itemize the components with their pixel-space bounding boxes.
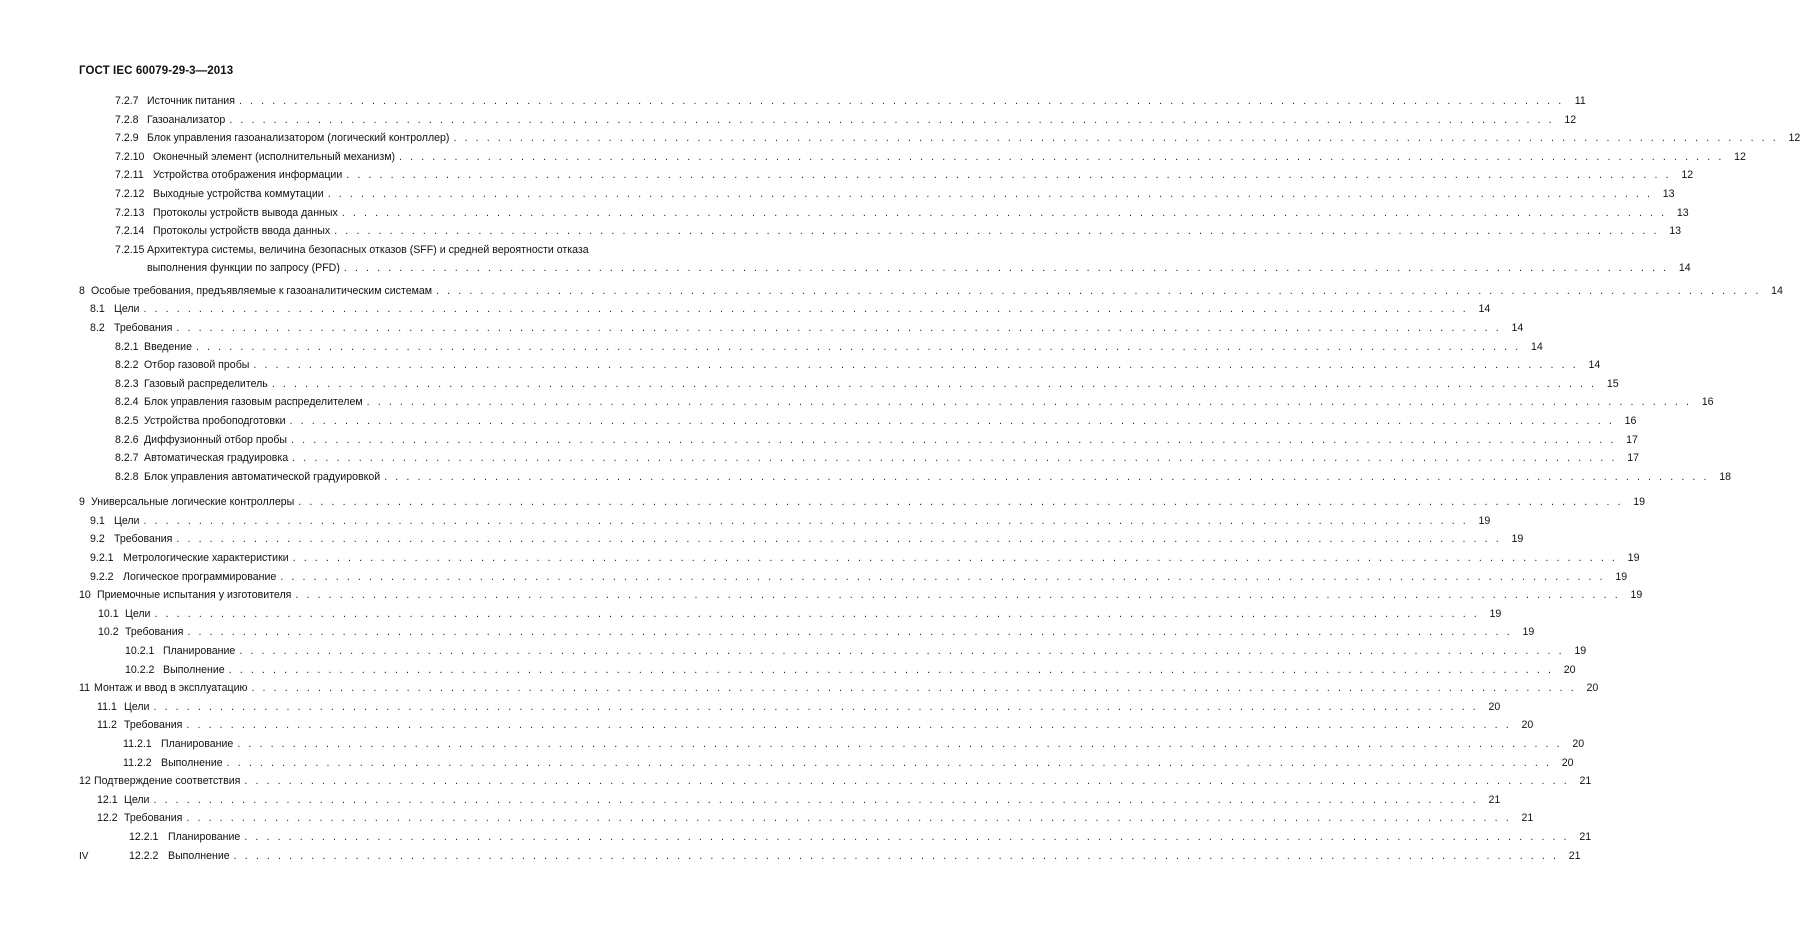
toc-entry-title: Блок управления газовым распределителем	[144, 396, 363, 409]
toc-entry[interactable]	[0, 754, 1574, 773]
toc-entry-page: 19	[1574, 645, 1587, 658]
dot-leader: . . . . . . . . . . . . . . . . . . . . . . . . . . . . . . . . . . . . . . . . . . . . . . . . . . . . . . . . . . . . . . . . . . . . . . . . . . . . . . . . . . . . . . . . . . . . . . . . . . . . . . . . . . . . . . . . . . . . . . . .	[366, 396, 1692, 409]
table-of-contents	[0, 92, 1800, 865]
toc-entry-page: 12	[1564, 113, 1577, 126]
dot-leader: . . . . . . . . . . . . . . . . . . . . . . . . . . . . . . . . . . . . . . . . . . . . . . . . . . . . . . . . . . . . . . . . . . . . . . . . . . . . . . . . . . . . . . . . . . . . . . . . . . . . . . . . . . . . . . . . . . . . . . . .	[453, 132, 1779, 145]
toc-entry-body	[144, 468, 1732, 486]
toc-entry-number: 12.2	[97, 812, 118, 825]
toc-entry-number: 12.2.2	[129, 849, 159, 862]
toc-entry[interactable]	[0, 338, 1543, 357]
toc-entry-title: Оконечный элемент (исполнительный механизм)	[153, 150, 396, 163]
toc-entry-title: Цели	[114, 514, 140, 527]
toc-entry-title: Метрологические характеристики	[123, 552, 289, 565]
toc-entry-title: Устройства пробоподготовки	[144, 414, 286, 427]
page-number: IV	[79, 851, 89, 862]
toc-entry-page: 17	[1626, 433, 1638, 446]
dot-leader: . . . . . . . . . . . . . . . . . . . . . . . . . . . . . . . . . . . . . . . . . . . . . . . . . . . . . . . . . . . . . . . . . . . . . . . . . . . . . . . . . . . . . . . . . . . . . . . . . . . . . . . . . . . . . . . . . . . . . . . .	[346, 169, 1672, 182]
toc-entry[interactable]	[0, 282, 1783, 301]
toc-entry[interactable]	[0, 493, 1646, 512]
toc-entry-page: 14	[1531, 340, 1543, 353]
dot-leader: . . . . . . . . . . . . . . . . . . . . . . . . . . . . . . . . . . . . . . . . . . . . . . . . . . . . . . . . . . . . . . . . . . . . . . . . . . . . . . . . . . . . . . . . . . . . . . . . . . . . . . . . . . . . . . . . . . . . . . . .	[436, 284, 1761, 297]
toc-entry[interactable]	[0, 185, 1675, 204]
dot-leader: . . . . . . . . . . . . . . . . . . . . . . . . . . . . . . . . . . . . . . . . . . . . . . . . . . . . . . . . . . . . . . . . . . . . . . . . . . . . . . . . . . . . . . . . . . . . . . . . . . . . . . . . . . . . . . . . . . . . . . . .	[233, 849, 1559, 862]
toc-entry-number: 8.2	[90, 321, 105, 334]
toc-entry-page: 17	[1627, 452, 1640, 465]
toc-entry-body	[123, 568, 1628, 586]
toc-entry-title: Цели	[114, 303, 140, 316]
dot-leader: . . . . . . . . . . . . . . . . . . . . . . . . . . . . . . . . . . . . . . . . . . . . . . . . . . . . . . . . . . . . . . . . . . . . . . . . . . . . . . . . . . . . . . . . . . . . . . . . . . . . . . . . . . . . . . . . . . . . . . . .	[187, 626, 1513, 639]
toc-entry-title: Универсальные логические контроллеры	[91, 496, 295, 509]
toc-entry-title: Блок управления газоанализатором (логический контроллер)	[147, 132, 450, 145]
toc-entry-page: 20	[1563, 663, 1576, 676]
toc-entry-page: 20	[1561, 756, 1574, 769]
dot-leader: . . . . . . . . . . . . . . . . . . . . . . . . . . . . . . . . . . . . . . . . . . . . . . . . . . . . . . . . . . . . . . . . . . . . . . . . . . . . . . . . . . . . . . . . . . . . . . . . . . . . . . . . . . . . . . . . . . . . . . . .	[334, 225, 1660, 238]
toc-entry[interactable]	[0, 148, 1746, 167]
toc-entry-title: Выполнение	[168, 849, 230, 862]
toc-entry-page: 19	[1633, 496, 1646, 509]
toc-entry[interactable]	[0, 412, 1637, 431]
toc-entry-body	[161, 754, 1574, 772]
toc-entry[interactable]	[0, 809, 1534, 828]
toc-entry[interactable]	[0, 530, 1524, 549]
toc-entry[interactable]	[0, 468, 1732, 487]
toc-entry[interactable]	[0, 568, 1628, 587]
toc-entry[interactable]	[0, 129, 1800, 148]
dot-leader: . . . . . . . . . . . . . . . . . . . . . . . . . . . . . . . . . . . . . . . . . . . . . . . . . . . . . . . . . . . . . . . . . . . . . . . . . . . . . . . . . . . . . . . . . . . . . . . . . . . . . . . . . . . . . . . . . . . . . . . .	[143, 514, 1469, 527]
toc-entry-number: 10.2.2	[125, 663, 155, 676]
toc-entry-body	[168, 847, 1581, 865]
toc-entry-number: 10.1	[98, 607, 119, 620]
toc-entry-number: 7.2.9	[115, 132, 139, 145]
toc-entry-page: 14	[1771, 284, 1783, 297]
toc-entry-body	[147, 259, 1691, 277]
toc-entry-page: 21	[1579, 775, 1592, 788]
toc-entry-body	[144, 375, 1619, 393]
toc-entry[interactable]	[0, 375, 1619, 394]
toc-entry[interactable]	[0, 549, 1640, 568]
toc-entry-page: 21	[1579, 830, 1592, 843]
dot-leader: . . . . . . . . . . . . . . . . . . . . . . . . . . . . . . . . . . . . . . . . . . . . . . . . . . . . . . . . . . . . . . . . . . . . . . . . . . . . . . . . . . . . . . . . . . . . . . . . . . . . . . . . . . . . . . . . . . . . . . . .	[186, 812, 1512, 825]
toc-entry-page: 13	[1662, 187, 1675, 200]
toc-entry[interactable]	[0, 241, 1691, 278]
toc-entry-page: 19	[1478, 514, 1491, 527]
toc-entry-number: 8	[79, 284, 85, 297]
toc-entry-title: Автоматическая градуировка	[144, 452, 289, 465]
toc-entry[interactable]	[0, 512, 1491, 531]
toc-entry-page: 20	[1521, 719, 1534, 732]
dot-leader: . . . . . . . . . . . . . . . . . . . . . . . . . . . . . . . . . . . . . . . . . . . . . . . . . . . . . . . . . . . . . . . . . . . . . . . . . . . . . . . . . . . . . . . . . . . . . . . . . . . . . . . . . . . . . . . . . . . . . . . .	[153, 793, 1479, 806]
toc-entry[interactable]	[0, 735, 1585, 754]
dot-leader: . . . . . . . . . . . . . . . . . . . . . . . . . . . . . . . . . . . . . . . . . . . . . . . . . . . . . . . . . . . . . . . . . . . . . . . . . . . . . . . . . . . . . . . . . . . . . . . . . . . . . . . . . . . . . . . . . . . . . . . .	[327, 187, 1653, 200]
toc-entry[interactable]	[0, 319, 1524, 338]
toc-entry-title: Протоколы устройств вывода данных	[153, 206, 338, 219]
toc-entry[interactable]	[0, 356, 1601, 375]
toc-entry-title: Цели	[124, 700, 150, 713]
toc-entry[interactable]	[0, 393, 1714, 412]
toc-entry-title: Требования	[125, 626, 184, 639]
dot-leader: . . . . . . . . . . . . . . . . . . . . . . . . . . . . . . . . . . . . . . . . . . . . . . . . . . . . . . . . . . . . . . . . . . . . . . . . . . . . . . . . . . . . . . . . . . . . . . . . . . . . . . . . . . . . . . . . . . . . . . . .	[399, 150, 1724, 163]
toc-entry-title: Диффузионный отбор пробы	[144, 433, 288, 446]
toc-entry-body	[91, 282, 1783, 300]
toc-entry-title: Планирование	[163, 645, 236, 658]
toc-entry-body	[147, 111, 1577, 129]
toc-entry-number: 11.2	[97, 719, 117, 732]
toc-entry-title: Выходные устройства коммутации	[153, 187, 324, 200]
dot-leader: . . . . . . . . . . . . . . . . . . . . . . . . . . . . . . . . . . . . . . . . . . . . . . . . . . . . . . . . . . . . . . . . . . . . . . . . . . . . . . . . . . . . . . . . . . . . . . . . . . . . . . . . . . . . . . . . . . . . . . . .	[244, 775, 1570, 788]
toc-entry-title: Планирование	[168, 830, 241, 843]
dot-leader: . . . . . . . . . . . . . . . . . . . . . . . . . . . . . . . . . . . . . . . . . . . . . . . . . . . . . . . . . . . . . . . . . . . . . . . . . . . . . . . . . . . . . . . . . . . . . . . . . . . . . . . . . . . . . . . . . . . . . . . .	[292, 452, 1618, 465]
toc-entry-page: 14	[1588, 359, 1601, 372]
toc-entry-title: Требования	[114, 321, 173, 334]
toc-entry-page: 18	[1719, 470, 1732, 483]
toc-entry-body	[144, 338, 1543, 356]
dot-leader: . . . . . . . . . . . . . . . . . . . . . . . . . . . . . . . . . . . . . . . . . . . . . . . . . . . . . . . . . . . . . . . . . . . . . . . . . . . . . . . . . . . . . . . . . . . . . . . . . . . . . . . . . . . . . . . . . . . . . . . .	[153, 700, 1479, 713]
toc-entry-body	[123, 549, 1640, 567]
toc-entry-number: 8.1	[90, 303, 105, 316]
toc-entry-body	[144, 393, 1714, 411]
dot-leader: . . . . . . . . . . . . . . . . . . . . . . . . . . . . . . . . . . . . . . . . . . . . . . . . . . . . . . . . . . . . . . . . . . . . . . . . . . . . . . . . . . . . . . . . . . . . . . . . . . . . . . . . . . . . . . . . . . . . . . . .	[244, 830, 1570, 843]
toc-entry-page: 20	[1488, 700, 1501, 713]
toc-entry[interactable]	[0, 847, 1581, 866]
toc-entry-title: Подтверждение соответствия	[94, 775, 241, 788]
toc-entry-number: 8.2.7	[115, 452, 139, 465]
toc-entry-number: 7.2.12	[115, 187, 145, 200]
toc-entry-page: 12	[1681, 169, 1694, 182]
toc-entry-title: Планирование	[161, 738, 234, 750]
dot-leader: . . . . . . . . . . . . . . . . . . . . . . . . . . . . . . . . . . . . . . . . . . . . . . . . . . . . . . . . . . . . . . . . . . . . . . . . . . . . . . . . . . . . . . . . . . . . . . . . . . . . . . . . . . . . . . . . . . . . . . . .	[251, 682, 1577, 695]
dot-leader: . . . . . . . . . . . . . . . . . . . . . . . . . . . . . . . . . . . . . . . . . . . . . . . . . . . . . . . . . . . . . . . . . . . . . . . . . . . . . . . . . . . . . . . . . . . . . . . . . . . . . . . . . . . . . . . . . . . . . . . .	[289, 414, 1615, 427]
toc-entry-title: Газовый распределитель	[144, 377, 268, 390]
toc-entry-page: 21	[1521, 812, 1534, 825]
toc-entry[interactable]	[0, 92, 1586, 111]
toc-entry[interactable]	[0, 828, 1592, 847]
toc-entry-number: 11.2.1	[123, 738, 152, 750]
document-header: ГОСТ IEC 60079-29-3—2013	[79, 65, 234, 77]
toc-entry-number: 11.2.2	[123, 756, 152, 769]
toc-entry-number: 7.2.14	[115, 225, 145, 238]
toc-entry-number: 7.2.10	[115, 150, 145, 163]
dot-leader: . . . . . . . . . . . . . . . . . . . . . . . . . . . . . . . . . . . . . . . . . . . . . . . . . . . . . . . . . . . . . . . . . . . . . . . . . . . . . . . . . . . . . . . . . . . . . . . . . . . . . . . . . . . . . . . . . . . . . . . .	[280, 570, 1606, 583]
toc-entry-title: Приемочные испытания у изготовителя	[97, 589, 292, 602]
toc-entry[interactable]	[0, 642, 1587, 661]
toc-entry-page: 21	[1488, 793, 1501, 806]
toc-entry-title: Выполнение	[163, 663, 225, 676]
toc-entry-body	[94, 679, 1599, 697]
toc-entry-title: Цели	[125, 607, 151, 620]
toc-entry[interactable]	[0, 204, 1689, 223]
toc-entry-page: 14	[1478, 303, 1491, 316]
toc-entry-page: 13	[1669, 225, 1682, 238]
dot-leader: . . . . . . . . . . . . . . . . . . . . . . . . . . . . . . . . . . . . . . . . . . . . . . . . . . . . . . . . . . . . . . . . . . . . . . . . . . . . . . . . . . . . . . . . . . . . . . . . . . . . . . . . . . . . . . . . . . . . . . . .	[384, 470, 1710, 483]
toc-entry-body	[168, 828, 1592, 846]
toc-entry[interactable]	[0, 791, 1501, 810]
toc-entry-number: 7.2.8	[115, 113, 139, 126]
toc-entry-body	[153, 185, 1675, 203]
dot-leader: . . . . . . . . . . . . . . . . . . . . . . . . . . . . . . . . . . . . . . . . . . . . . . . . . . . . . . . . . . . . . . . . . . . . . . . . . . . . . . . . . . . . . . . . . . . . . . . . . . . . . . . . . . . . . . . . . . . . . . . .	[341, 206, 1667, 219]
dot-leader: . . . . . . . . . . . . . . . . . . . . . . . . . . . . . . . . . . . . . . . . . . . . . . . . . . . . . . . . . . . . . . . . . . . . . . . . . . . . . . . . . . . . . . . . . . . . . . . . . . . . . . . . . . . . . . . . . . . . . . . .	[239, 645, 1565, 658]
toc-entry-number: 11	[79, 682, 90, 695]
dot-leader: . . . . . . . . . . . . . . . . . . . . . . . . . . . . . . . . . . . . . . . . . . . . . . . . . . . . . . . . . . . . . . . . . . . . . . . . . . . . . . . . . . . . . . . . . . . . . . . . . . . . . . . . . . . . . . . . . . . . . . . .	[291, 433, 1616, 446]
toc-entry-number: 7.2.15	[115, 243, 145, 256]
toc-entry-title: Протоколы устройств ввода данных	[153, 225, 331, 238]
toc-entry-body	[97, 586, 1643, 604]
toc-entry-page: 12	[1788, 132, 1800, 145]
toc-entry-number: 12.2.1	[129, 830, 159, 843]
toc-entry-number: 8.2.2	[115, 359, 139, 372]
toc-entry-body	[124, 698, 1501, 716]
toc-entry-title: Источник питания	[147, 95, 235, 107]
dot-leader: . . . . . . . . . . . . . . . . . . . . . . . . . . . . . . . . . . . . . . . . . . . . . . . . . . . . . . . . . . . . . . . . . . . . . . . . . . . . . . . . . . . . . . . . . . . . . . . . . . . . . . . . . . . . . . . . . . . . . . . .	[226, 756, 1552, 769]
toc-entry-body	[114, 319, 1524, 337]
toc-entry-number: 9	[79, 496, 85, 509]
toc-entry-number: 9.2	[90, 533, 105, 546]
toc-entry-title: выполнения функции по запросу (PFD)	[147, 261, 340, 274]
toc-entry-page: 12	[1734, 150, 1746, 163]
toc-entry-body	[114, 512, 1491, 530]
toc-entry-body	[125, 623, 1535, 641]
toc-entry[interactable]	[0, 716, 1534, 735]
dot-leader: . . . . . . . . . . . . . . . . . . . . . . . . . . . . . . . . . . . . . . . . . . . . . . . . . . . . . . . . . . . . . . . . . . . . . . . . . . . . . . . . . . . . . . . . . . . . . . . . . . . . . . . . . . . . . . . . . . . . . . . .	[154, 607, 1480, 620]
toc-entry-page: 21	[1568, 849, 1581, 862]
toc-entry-number: 10	[79, 589, 91, 602]
toc-entry-page: 20	[1572, 738, 1585, 750]
dot-leader: . . . . . . . . . . . . . . . . . . . . . . . . . . . . . . . . . . . . . . . . . . . . . . . . . . . . . . . . . . . . . . . . . . . . . . . . . . . . . . . . . . . . . . . . . . . . . . . . . . . . . . . . . . . . . . . . . . . . . . . .	[176, 533, 1502, 546]
dot-leader: . . . . . . . . . . . . . . . . . . . . . . . . . . . . . . . . . . . . . . . . . . . . . . . . . . . . . . . . . . . . . . . . . . . . . . . . . . . . . . . . . . . . . . . . . . . . . . . . . . . . . . . . . . . . . . . . . . . . . . . .	[237, 738, 1563, 750]
toc-entry-title: Блок управления автоматической градуировкой	[144, 470, 381, 483]
toc-entry-body	[114, 300, 1491, 318]
dot-leader: . . . . . . . . . . . . . . . . . . . . . . . . . . . . . . . . . . . . . . . . . . . . . . . . . . . . . . . . . . . . . . . . . . . . . . . . . . . . . . . . . . . . . . . . . . . . . . . . . . . . . . . . . . . . . . . . . . . . . . . .	[295, 589, 1621, 602]
toc-entry-title: Требования	[124, 812, 183, 825]
toc-entry-page: 11	[1574, 95, 1586, 107]
toc-entry-page: 14	[1511, 321, 1524, 334]
toc-entry[interactable]	[0, 605, 1502, 624]
toc-entry-page: 14	[1678, 261, 1691, 274]
toc-entry-body	[114, 530, 1524, 548]
toc-entry-number: 10.2.1	[125, 645, 155, 658]
toc-entry-body	[125, 605, 1502, 623]
dot-leader: . . . . . . . . . . . . . . . . . . . . . . . . . . . . . . . . . . . . . . . . . . . . . . . . . . . . . . . . . . . . . . . . . . . . . . . . . . . . . . . . . . . . . . . . . . . . . . . . . . . . . . . . . . . . . . . . . . . . . . . .	[186, 719, 1512, 732]
toc-entry-number: 7.2.11	[115, 169, 144, 182]
toc-entry-body	[144, 356, 1601, 374]
toc-entry-body	[144, 431, 1638, 449]
toc-entry-body	[163, 642, 1587, 660]
dot-leader: . . . . . . . . . . . . . . . . . . . . . . . . . . . . . . . . . . . . . . . . . . . . . . . . . . . . . . . . . . . . . . . . . . . . . . . . . . . . . . . . . . . . . . . . . . . . . . . . . . . . . . . . . . . . . . . . . . . . . . . .	[143, 303, 1469, 316]
dot-leader: . . . . . . . . . . . . . . . . . . . . . . . . . . . . . . . . . . . . . . . . . . . . . . . . . . . . . . . . . . . . . . . . . . . . . . . . . . . . . . . . . . . . . . . . . . . . . . . . . . . . . . . . . . . . . . . . . . . . . . . .	[298, 496, 1624, 509]
toc-entry-number: 12.1	[97, 793, 118, 806]
toc-entry-body	[124, 716, 1534, 734]
toc-entry-body	[153, 222, 1682, 240]
toc-entry-number: 7.2.13	[115, 206, 145, 219]
toc-entry[interactable]	[0, 623, 1535, 642]
toc-entry-page: 19	[1630, 589, 1643, 602]
dot-leader: . . . . . . . . . . . . . . . . . . . . . . . . . . . . . . . . . . . . . . . . . . . . . . . . . . . . . . . . . . . . . . . . . . . . . . . . . . . . . . . . . . . . . . . . . . . . . . . . . . . . . . . . . . . . . . . . . . . . . . . .	[228, 663, 1554, 676]
toc-entry-page: 19	[1627, 552, 1640, 565]
toc-entry-title: Устройства отображения информации	[153, 169, 343, 182]
toc-entry-body	[124, 809, 1534, 827]
toc-entry-page: 15	[1606, 377, 1619, 390]
toc-entry-title: Выполнение	[161, 756, 223, 769]
toc-entry-title: Отбор газовой пробы	[144, 359, 250, 372]
toc-entry-body	[94, 772, 1592, 790]
toc-entry-title: Введение	[144, 340, 192, 353]
toc-entry-number: 8.2.8	[115, 470, 139, 483]
dot-leader: . . . . . . . . . . . . . . . . . . . . . . . . . . . . . . . . . . . . . . . . . . . . . . . . . . . . . . . . . . . . . . . . . . . . . . . . . . . . . . . . . . . . . . . . . . . . . . . . . . . . . . . . . . . . . . . . . . . . . . . .	[292, 552, 1618, 565]
toc-entry-body	[153, 166, 1694, 184]
toc-entry[interactable]	[0, 661, 1576, 680]
toc-entry-number: 8.2.3	[115, 377, 139, 390]
toc-entry-title: Требования	[124, 719, 183, 732]
toc-entry-body	[144, 412, 1637, 430]
toc-entry-page: 16	[1701, 396, 1714, 409]
toc-entry-body	[124, 791, 1501, 809]
toc-entry-number: 8.2.5	[115, 414, 139, 427]
toc-entry-title: Цели	[124, 793, 150, 806]
toc-entry-body	[163, 661, 1576, 679]
toc-entry-body	[144, 449, 1640, 467]
toc-entry-title: Требования	[114, 533, 173, 546]
dot-leader: . . . . . . . . . . . . . . . . . . . . . . . . . . . . . . . . . . . . . . . . . . . . . . . . . . . . . . . . . . . . . . . . . . . . . . . . . . . . . . . . . . . . . . . . . . . . . . . . . . . . . . . . . . . . . . . . . . . . . . . .	[253, 359, 1579, 372]
toc-entry-title-line: Архитектура системы, величина безопасных отказов (SFF) и средней вероятности отказа	[147, 243, 589, 256]
toc-entry-page: 19	[1511, 533, 1524, 546]
toc-entry-page: 16	[1624, 414, 1637, 427]
toc-entry-number: 12	[79, 775, 91, 788]
dot-leader: . . . . . . . . . . . . . . . . . . . . . . . . . . . . . . . . . . . . . . . . . . . . . . . . . . . . . . . . . . . . . . . . . . . . . . . . . . . . . . . . . . . . . . . . . . . . . . . . . . . . . . . . . . . . . . . . . . . . . . . .	[195, 340, 1521, 353]
toc-entry-title: Газоанализатор	[147, 113, 226, 126]
toc-entry-number: 8.2.6	[115, 433, 139, 446]
toc-entry-page: 19	[1489, 607, 1502, 620]
toc-entry-number: 8.2.1	[115, 340, 139, 353]
toc-entry-title: Логическое программирование	[123, 570, 277, 583]
toc-entry-page: 19	[1522, 626, 1535, 639]
toc-entry-page: 13	[1676, 206, 1689, 219]
toc-entry[interactable]	[0, 111, 1577, 130]
dot-leader: . . . . . . . . . . . . . . . . . . . . . . . . . . . . . . . . . . . . . . . . . . . . . . . . . . . . . . . . . . . . . . . . . . . . . . . . . . . . . . . . . . . . . . . . . . . . . . . . . . . . . . . . . . . . . . . . . . . . . . . .	[343, 261, 1669, 274]
toc-entry-number: 7.2.7	[115, 95, 139, 107]
toc-entry-number: 9.2.1	[90, 552, 114, 565]
toc-entry-title: Монтаж и ввод в эксплуатацию	[94, 682, 248, 695]
toc-entry-number: 9.2.2	[90, 570, 114, 583]
toc-entry[interactable]	[0, 698, 1501, 717]
toc-entry-number: 8.2.4	[115, 396, 139, 409]
toc-entry[interactable]	[0, 772, 1592, 791]
toc-entry[interactable]	[0, 679, 1599, 698]
toc-entry-title: Особые требования, предъявляемые к газоаналитическим системам	[91, 284, 433, 297]
toc-entry-body	[147, 92, 1586, 110]
toc-entry-body	[147, 129, 1800, 147]
toc-entry-number: 9.1	[90, 514, 105, 527]
toc-entry[interactable]	[0, 431, 1638, 450]
toc-entry-body	[153, 148, 1746, 166]
toc-entry[interactable]	[0, 449, 1640, 468]
dot-leader: . . . . . . . . . . . . . . . . . . . . . . . . . . . . . . . . . . . . . . . . . . . . . . . . . . . . . . . . . . . . . . . . . . . . . . . . . . . . . . . . . . . . . . . . . . . . . . . . . . . . . . . . . . . . . . . . . . . . . . . .	[271, 377, 1597, 390]
toc-entry[interactable]	[0, 586, 1643, 605]
toc-entry-page: 19	[1615, 570, 1628, 583]
toc-entry-body	[153, 204, 1689, 222]
toc-entry-page: 20	[1586, 682, 1599, 695]
toc-entry[interactable]	[0, 300, 1491, 319]
toc-entry[interactable]	[0, 166, 1694, 185]
toc-entry-number: 10.2	[98, 626, 119, 639]
dot-leader: . . . . . . . . . . . . . . . . . . . . . . . . . . . . . . . . . . . . . . . . . . . . . . . . . . . . . . . . . . . . . . . . . . . . . . . . . . . . . . . . . . . . . . . . . . . . . . . . . . . . . . . . . . . . . . . . . . . . . . . .	[176, 321, 1502, 334]
dot-leader: . . . . . . . . . . . . . . . . . . . . . . . . . . . . . . . . . . . . . . . . . . . . . . . . . . . . . . . . . . . . . . . . . . . . . . . . . . . . . . . . . . . . . . . . . . . . . . . . . . . . . . . . . . . . . . . . . . . . . . . .	[238, 95, 1564, 107]
toc-entry-number: 11.1	[97, 700, 117, 713]
toc-entry-body	[161, 735, 1585, 753]
toc-entry[interactable]	[0, 222, 1682, 241]
toc-entry-body	[91, 493, 1646, 511]
dot-leader: . . . . . . . . . . . . . . . . . . . . . . . . . . . . . . . . . . . . . . . . . . . . . . . . . . . . . . . . . . . . . . . . . . . . . . . . . . . . . . . . . . . . . . . . . . . . . . . . . . . . . . . . . . . . . . . . . . . . . . . .	[229, 113, 1555, 126]
